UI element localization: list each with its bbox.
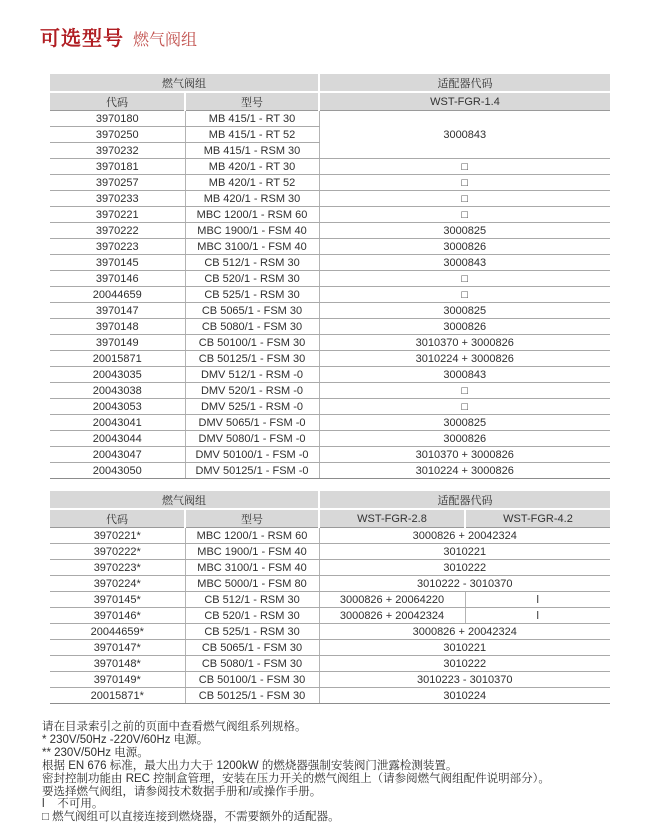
adapter-cell: 3010222 [319, 656, 610, 672]
model-cell: DMV 525/1 - RSM -0 [185, 399, 319, 415]
code-cell: 20015871* [50, 688, 185, 704]
code-cell: 3970181 [50, 159, 185, 175]
adapter-cell: 3000825 [319, 303, 610, 319]
adapter-fgr42-cell: l [465, 608, 610, 624]
code-cell: 20044659 [50, 287, 185, 303]
code-cell: 3970149 [50, 335, 185, 351]
model-cell: MBC 1900/1 - FSM 40 [185, 223, 319, 239]
adapter-cell: □ [319, 287, 610, 303]
adapter-fgr42-cell: l [465, 592, 610, 608]
adapter-cell: 3010370 + 3000826 [319, 335, 610, 351]
code-cell: 20043041 [50, 415, 185, 431]
adapter-cell: □ [319, 191, 610, 207]
code-cell: 3970148* [50, 656, 185, 672]
code-cell: 3970145 [50, 255, 185, 271]
table-row [50, 431, 610, 447]
adapter-cell: 3010223 - 3010370 [319, 672, 610, 688]
table2-col-header-wst-fgr-2-8: WST-FGR-2.8 [319, 509, 465, 528]
model-cell: CB 5065/1 - FSM 30 [185, 303, 319, 319]
adapter-cell: 3000843 [319, 367, 610, 383]
page-title-sub: 燃气阀组 [133, 32, 198, 49]
code-cell: 3970221 [50, 207, 185, 223]
model-cell: MBC 1900/1 - FSM 40 [185, 544, 319, 560]
table1-col-header-model: 型号 [185, 92, 319, 111]
adapter-cell: 3000843 [319, 111, 610, 159]
model-cell: CB 50100/1 - FSM 30 [185, 335, 319, 351]
code-cell: 3970146 [50, 271, 185, 287]
code-cell: 3970146* [50, 608, 185, 624]
footnote-line: ** 230V/50Hz 电源。 [42, 746, 149, 759]
code-cell: 3970145* [50, 592, 185, 608]
model-cell: MB 420/1 - RT 52 [185, 175, 319, 191]
adapter-cell: □ [319, 399, 610, 415]
table-row [50, 608, 610, 624]
adapter-cell: 3000826 + 20042324 [319, 624, 610, 640]
code-cell: 3970257 [50, 175, 185, 191]
table2-group-header-valve: 燃气阀组 [50, 491, 319, 509]
page-title-main: 可选型号 [40, 28, 124, 50]
model-cell: MBC 3100/1 - FSM 40 [185, 560, 319, 576]
model-cell: CB 525/1 - RSM 30 [185, 624, 319, 640]
adapter-cell: 3010222 - 3010370 [319, 576, 610, 592]
table1-group-header-valve: 燃气阀组 [50, 74, 319, 92]
model-cell: DMV 50125/1 - FSM -0 [185, 463, 319, 479]
table1-col-header-code: 代码 [50, 92, 185, 111]
adapter-cell: 3010221 [319, 544, 610, 560]
valve-adapter-table-fgr28-fgr42 [50, 491, 610, 704]
table-row [50, 672, 610, 688]
model-cell: CB 512/1 - RSM 30 [185, 255, 319, 271]
adapter-cell: □ [319, 207, 610, 223]
footnote-line: 要选择燃气阀组，请参阅技术数据手册和/或操作手册。 [42, 785, 322, 798]
model-cell: MBC 3100/1 - FSM 40 [185, 239, 319, 255]
code-cell: 20043038 [50, 383, 185, 399]
adapter-cell: 3000843 [319, 255, 610, 271]
model-cell: CB 512/1 - RSM 30 [185, 592, 319, 608]
model-cell: MBC 5000/1 - FSM 80 [185, 576, 319, 592]
table2-group-header-adapter: 适配器代码 [319, 491, 610, 509]
code-cell: 3970222 [50, 223, 185, 239]
table-row [50, 447, 610, 463]
code-cell: 3970180 [50, 111, 185, 127]
table-row [50, 463, 610, 479]
model-cell: DMV 520/1 - RSM -0 [185, 383, 319, 399]
adapter-cell: 3010221 [319, 640, 610, 656]
table-row [50, 367, 610, 383]
adapter-cell: 3010222 [319, 560, 610, 576]
code-cell: 3970147 [50, 303, 185, 319]
code-cell: 20044659* [50, 624, 185, 640]
model-cell: CB 5065/1 - FSM 30 [185, 640, 319, 656]
table-row [50, 239, 610, 255]
adapter-cell: 3000825 [319, 415, 610, 431]
code-cell: 20015871 [50, 351, 185, 367]
code-cell: 3970223* [50, 560, 185, 576]
table-row [50, 287, 610, 303]
footnote-line: □ 燃气阀组可以直接连接到燃烧器，不需要额外的适配器。 [42, 811, 340, 824]
code-cell: 3970149* [50, 672, 185, 688]
table-row [50, 640, 610, 656]
table-row [50, 223, 610, 239]
table-row [50, 111, 610, 127]
adapter-fgr28-cell: 3000826 + 20064220 [319, 592, 465, 608]
table-row [50, 191, 610, 207]
table-row [50, 528, 610, 544]
table2-col-header-wst-fgr-4-2: WST-FGR-4.2 [465, 509, 610, 528]
table2-col-header-model: 型号 [185, 509, 319, 528]
catalog-page [0, 16, 648, 824]
code-cell: 3970147* [50, 640, 185, 656]
code-cell: 20043035 [50, 367, 185, 383]
code-cell: 3970148 [50, 319, 185, 335]
footnote-line: 请在目录索引之前的页面中查看燃气阀组系列规格。 [42, 721, 307, 733]
adapter-cell: 3010224 + 3000826 [319, 463, 610, 479]
model-cell: MB 420/1 - RT 30 [185, 159, 319, 175]
model-cell: CB 520/1 - RSM 30 [185, 608, 319, 624]
table-row [50, 399, 610, 415]
table-row [50, 688, 610, 704]
code-cell: 3970233 [50, 191, 185, 207]
adapter-cell: 3000826 [319, 319, 610, 335]
adapter-cell: 3010370 + 3000826 [319, 447, 610, 463]
model-cell: MBC 1200/1 - RSM 60 [185, 207, 319, 223]
model-cell: CB 525/1 - RSM 30 [185, 287, 319, 303]
table1-group-header-row [50, 74, 610, 92]
code-cell: 20043050 [50, 463, 185, 479]
adapter-cell: □ [319, 271, 610, 287]
table1-group-header-adapter: 适配器代码 [319, 74, 610, 92]
code-cell: 3970222* [50, 544, 185, 560]
table-row [50, 383, 610, 399]
model-cell: DMV 5065/1 - FSM -0 [185, 415, 319, 431]
table-row [50, 576, 610, 592]
table-row [50, 415, 610, 431]
adapter-cell: 3000826 [319, 239, 610, 255]
model-cell: MB 420/1 - RSM 30 [185, 191, 319, 207]
table2-column-header-row [50, 509, 610, 528]
model-cell: MBC 1200/1 - RSM 60 [185, 528, 319, 544]
table-row [50, 592, 610, 608]
model-cell: CB 5080/1 - FSM 30 [185, 319, 319, 335]
code-cell: 20043044 [50, 431, 185, 447]
model-cell: MB 415/1 - RSM 30 [185, 143, 319, 159]
table-row [50, 303, 610, 319]
adapter-cell: 3000825 [319, 223, 610, 239]
model-cell: CB 50125/1 - FSM 30 [185, 351, 319, 367]
model-cell: MB 415/1 - RT 52 [185, 127, 319, 143]
adapter-fgr28-cell: 3000826 + 20042324 [319, 608, 465, 624]
page-title [40, 16, 648, 53]
table1-column-header-row [50, 92, 610, 111]
adapter-cell: □ [319, 159, 610, 175]
adapter-cell: 3000826 + 20042324 [319, 528, 610, 544]
table-row [50, 207, 610, 223]
adapter-cell: 3010224 + 3000826 [319, 351, 610, 367]
table-row [50, 335, 610, 351]
code-cell: 3970232 [50, 143, 185, 159]
model-cell: DMV 50100/1 - FSM -0 [185, 447, 319, 463]
adapter-cell: □ [319, 175, 610, 191]
table-row [50, 624, 610, 640]
code-cell: 3970221* [50, 528, 185, 544]
model-cell: DMV 512/1 - RSM -0 [185, 367, 319, 383]
model-cell: DMV 5080/1 - FSM -0 [185, 431, 319, 447]
table-row [50, 271, 610, 287]
model-cell: CB 50125/1 - FSM 30 [185, 688, 319, 704]
model-cell: CB 520/1 - RSM 30 [185, 271, 319, 287]
table2-col-header-code: 代码 [50, 509, 185, 528]
adapter-cell: 3000826 [319, 431, 610, 447]
table-row [50, 255, 610, 271]
code-cell: 3970250 [50, 127, 185, 143]
footnotes [42, 721, 648, 824]
footnote-line: l 不可用。 [42, 798, 104, 811]
table-row [50, 351, 610, 367]
footnote-line: * 230V/50Hz -220V/60Hz 电源。 [42, 733, 209, 746]
model-cell: CB 5080/1 - FSM 30 [185, 656, 319, 672]
table-row [50, 656, 610, 672]
footnote-line: 根据 EN 676 标准，最大出力大于 1200kW 的燃烧器强制安装阀门泄露检测装置。 [42, 759, 458, 772]
model-cell: MB 415/1 - RT 30 [185, 111, 319, 127]
table-row [50, 159, 610, 175]
table-row [50, 319, 610, 335]
table-row [50, 560, 610, 576]
code-cell: 20043047 [50, 447, 185, 463]
table1-col-header-wst-fgr-1-4: WST-FGR-1.4 [319, 92, 610, 111]
model-cell: CB 50100/1 - FSM 30 [185, 672, 319, 688]
table-row [50, 175, 610, 191]
code-cell: 3970224* [50, 576, 185, 592]
code-cell: 3970223 [50, 239, 185, 255]
code-cell: 20043053 [50, 399, 185, 415]
table-row [50, 544, 610, 560]
footnote-line: 密封控制功能由 REC 控制盒管理，安装在压力开关的燃气阀组上（请参阅燃气阀组配件说明部分）。 [42, 772, 550, 785]
valve-adapter-table-fgr14 [50, 74, 610, 479]
table2-group-header-row [50, 491, 610, 509]
adapter-cell: 3010224 [319, 688, 610, 704]
adapter-cell: □ [319, 383, 610, 399]
